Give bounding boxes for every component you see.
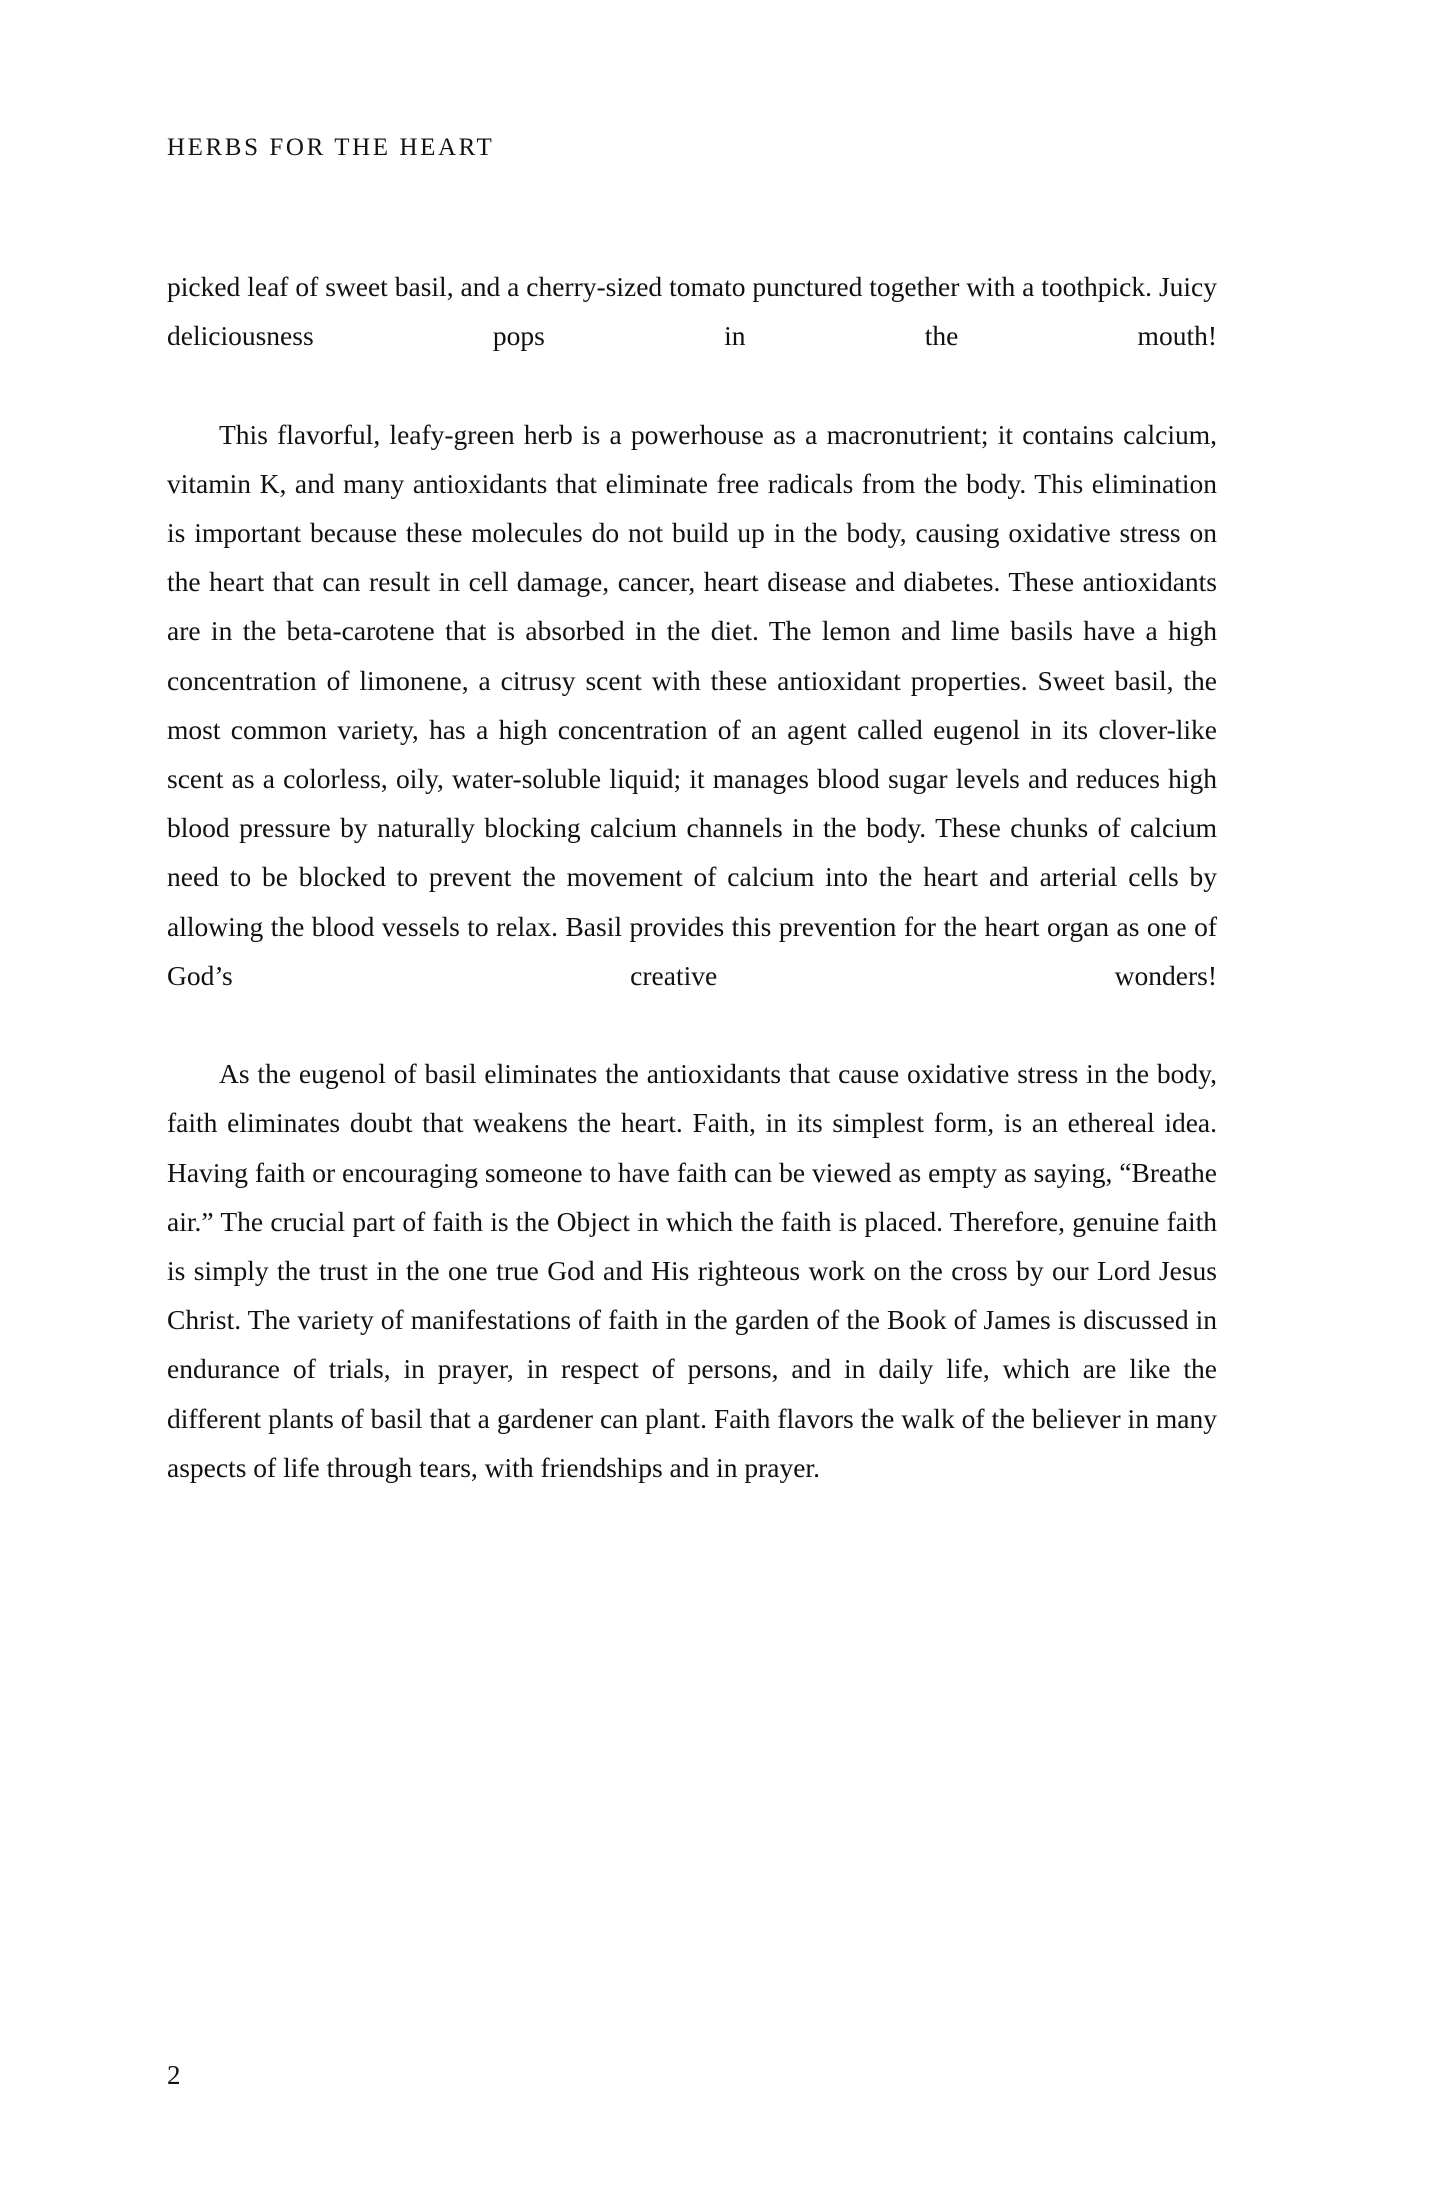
paragraph: picked leaf of sweet basil, and a cherry-sized tomato punctured together with a toothpick. Juicy deliciousness pops in the mouth!	[167, 271, 1217, 352]
paragraph: As the eugenol of basil eliminates the antioxidants that cause oxidative stress in the body, faith eliminates doubt that weakens the heart. Faith, in its simplest form, is an ethereal idea. Having faith or encouraging someone to have faith can be viewed as empty as saying, “Breathe air.” The crucial part of faith is the Object in which the faith is placed. Therefore, genuine faith is simply the trust in the one true God and His righteous work on the cross by our Lord Jesus Christ. The variety of manifestations of faith in the garden of the Book of James is discussed in endurance of trials, in prayer, in respect of persons, and in daily life, which are like the different plants of basil that a gardener can plant. Faith flavors the walk of the believer in many aspects of life through tears, with friendships and in prayer.	[167, 1058, 1217, 1483]
body-text-block	[167, 262, 1217, 1492]
paragraph: This flavorful, leafy-green herb is a powerhouse as a macronutrient; it contains calcium, vitamin K, and many antioxidants that eliminate free radicals from the body. This elimination is important because these molecules do not build up in the body, causing oxidative stress on the heart that can result in cell damage, cancer, heart disease and diabetes. These antioxidants are in the beta-carotene that is absorbed in the diet. The lemon and lime basils have a high concentration of limonene, a citrusy scent with these antioxidant properties. Sweet basil, the most common variety, has a high concentration of an agent called eugenol in its clover-like scent as a colorless, oily, water-soluble liquid; it manages blood sugar levels and reduces high blood pressure by naturally blocking calcium channels in the body. These chunks of calcium need to be blocked to prevent the movement of calcium into the heart and arterial cells by allowing the blood vessels to relax. Basil provides this prevention for the heart organ as one of God’s creative wonders!	[167, 418, 1217, 991]
page-number: 2	[167, 2060, 181, 2090]
running-header: HERBS FOR THE HEART	[167, 134, 495, 161]
